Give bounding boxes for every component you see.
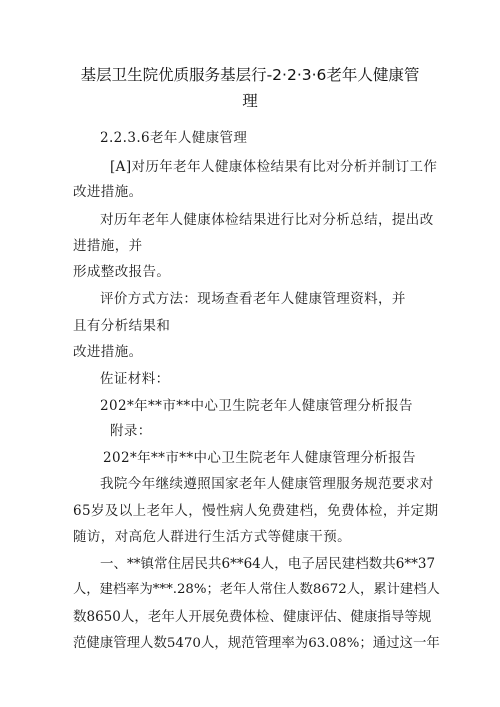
paragraph-line: 进措施，并 [73, 238, 143, 254]
paragraph-line: 改进措施。 [73, 344, 143, 360]
paragraph-line: 形成整改报告。 [73, 264, 171, 280]
paragraph-line: 我院今年继续遵照国家老年人健康管理服务规范要求对 [100, 476, 434, 492]
paragraph-line: 改进措施。 [73, 184, 143, 200]
paragraph-line: 数8650人，老年人开展免费体检、健康评估、健康指导等规 [73, 609, 432, 625]
title-line-1: 基层卫生院优质服务基层行-2·2·3·6老年人健康管 [80, 66, 420, 84]
paragraph-line: 65岁及以上老年人，慢性病人免费建档，免费体检，并定期 [73, 503, 439, 519]
paragraph-line: 随访，对高危人群进行生活方式等健康干预。 [73, 529, 351, 545]
paragraph-line: 202*年**市**中心卫生院老年人健康管理分析报告 [103, 450, 416, 466]
paragraph-line: 且有分析结果和 [73, 318, 171, 334]
paragraph-line: 202*年**市**中心卫生院老年人健康管理分析报告 [100, 398, 413, 414]
paragraph-line: 评价方式方法：现场查看老年人健康管理资料，并 [100, 291, 406, 307]
paragraph-line: 人，建档率为***.28%；老年人常住人数8672人，累计建档人 [73, 582, 440, 597]
paragraph-line: 佐证材料： [100, 371, 170, 387]
document-title [60, 62, 440, 114]
paragraph-line: [A]对历年老年人健康体检结果有比对分析并制订工作 [110, 159, 438, 175]
paragraph-line: 范健康管理人数5470人，规范管理率为63.08%；通过这一年 [73, 636, 440, 651]
title-line-2: 理 [242, 92, 258, 110]
paragraph-line: 对历年老年人健康体检结果进行比对分析总结，提出改 [100, 212, 434, 228]
section-heading: 2.2.3.6老年人健康管理 [100, 130, 248, 146]
paragraph-line: 一、**镇常住居民共6**64人，电子居民建档数共6**37 [100, 556, 436, 572]
paragraph-line: 附录： [110, 423, 152, 439]
